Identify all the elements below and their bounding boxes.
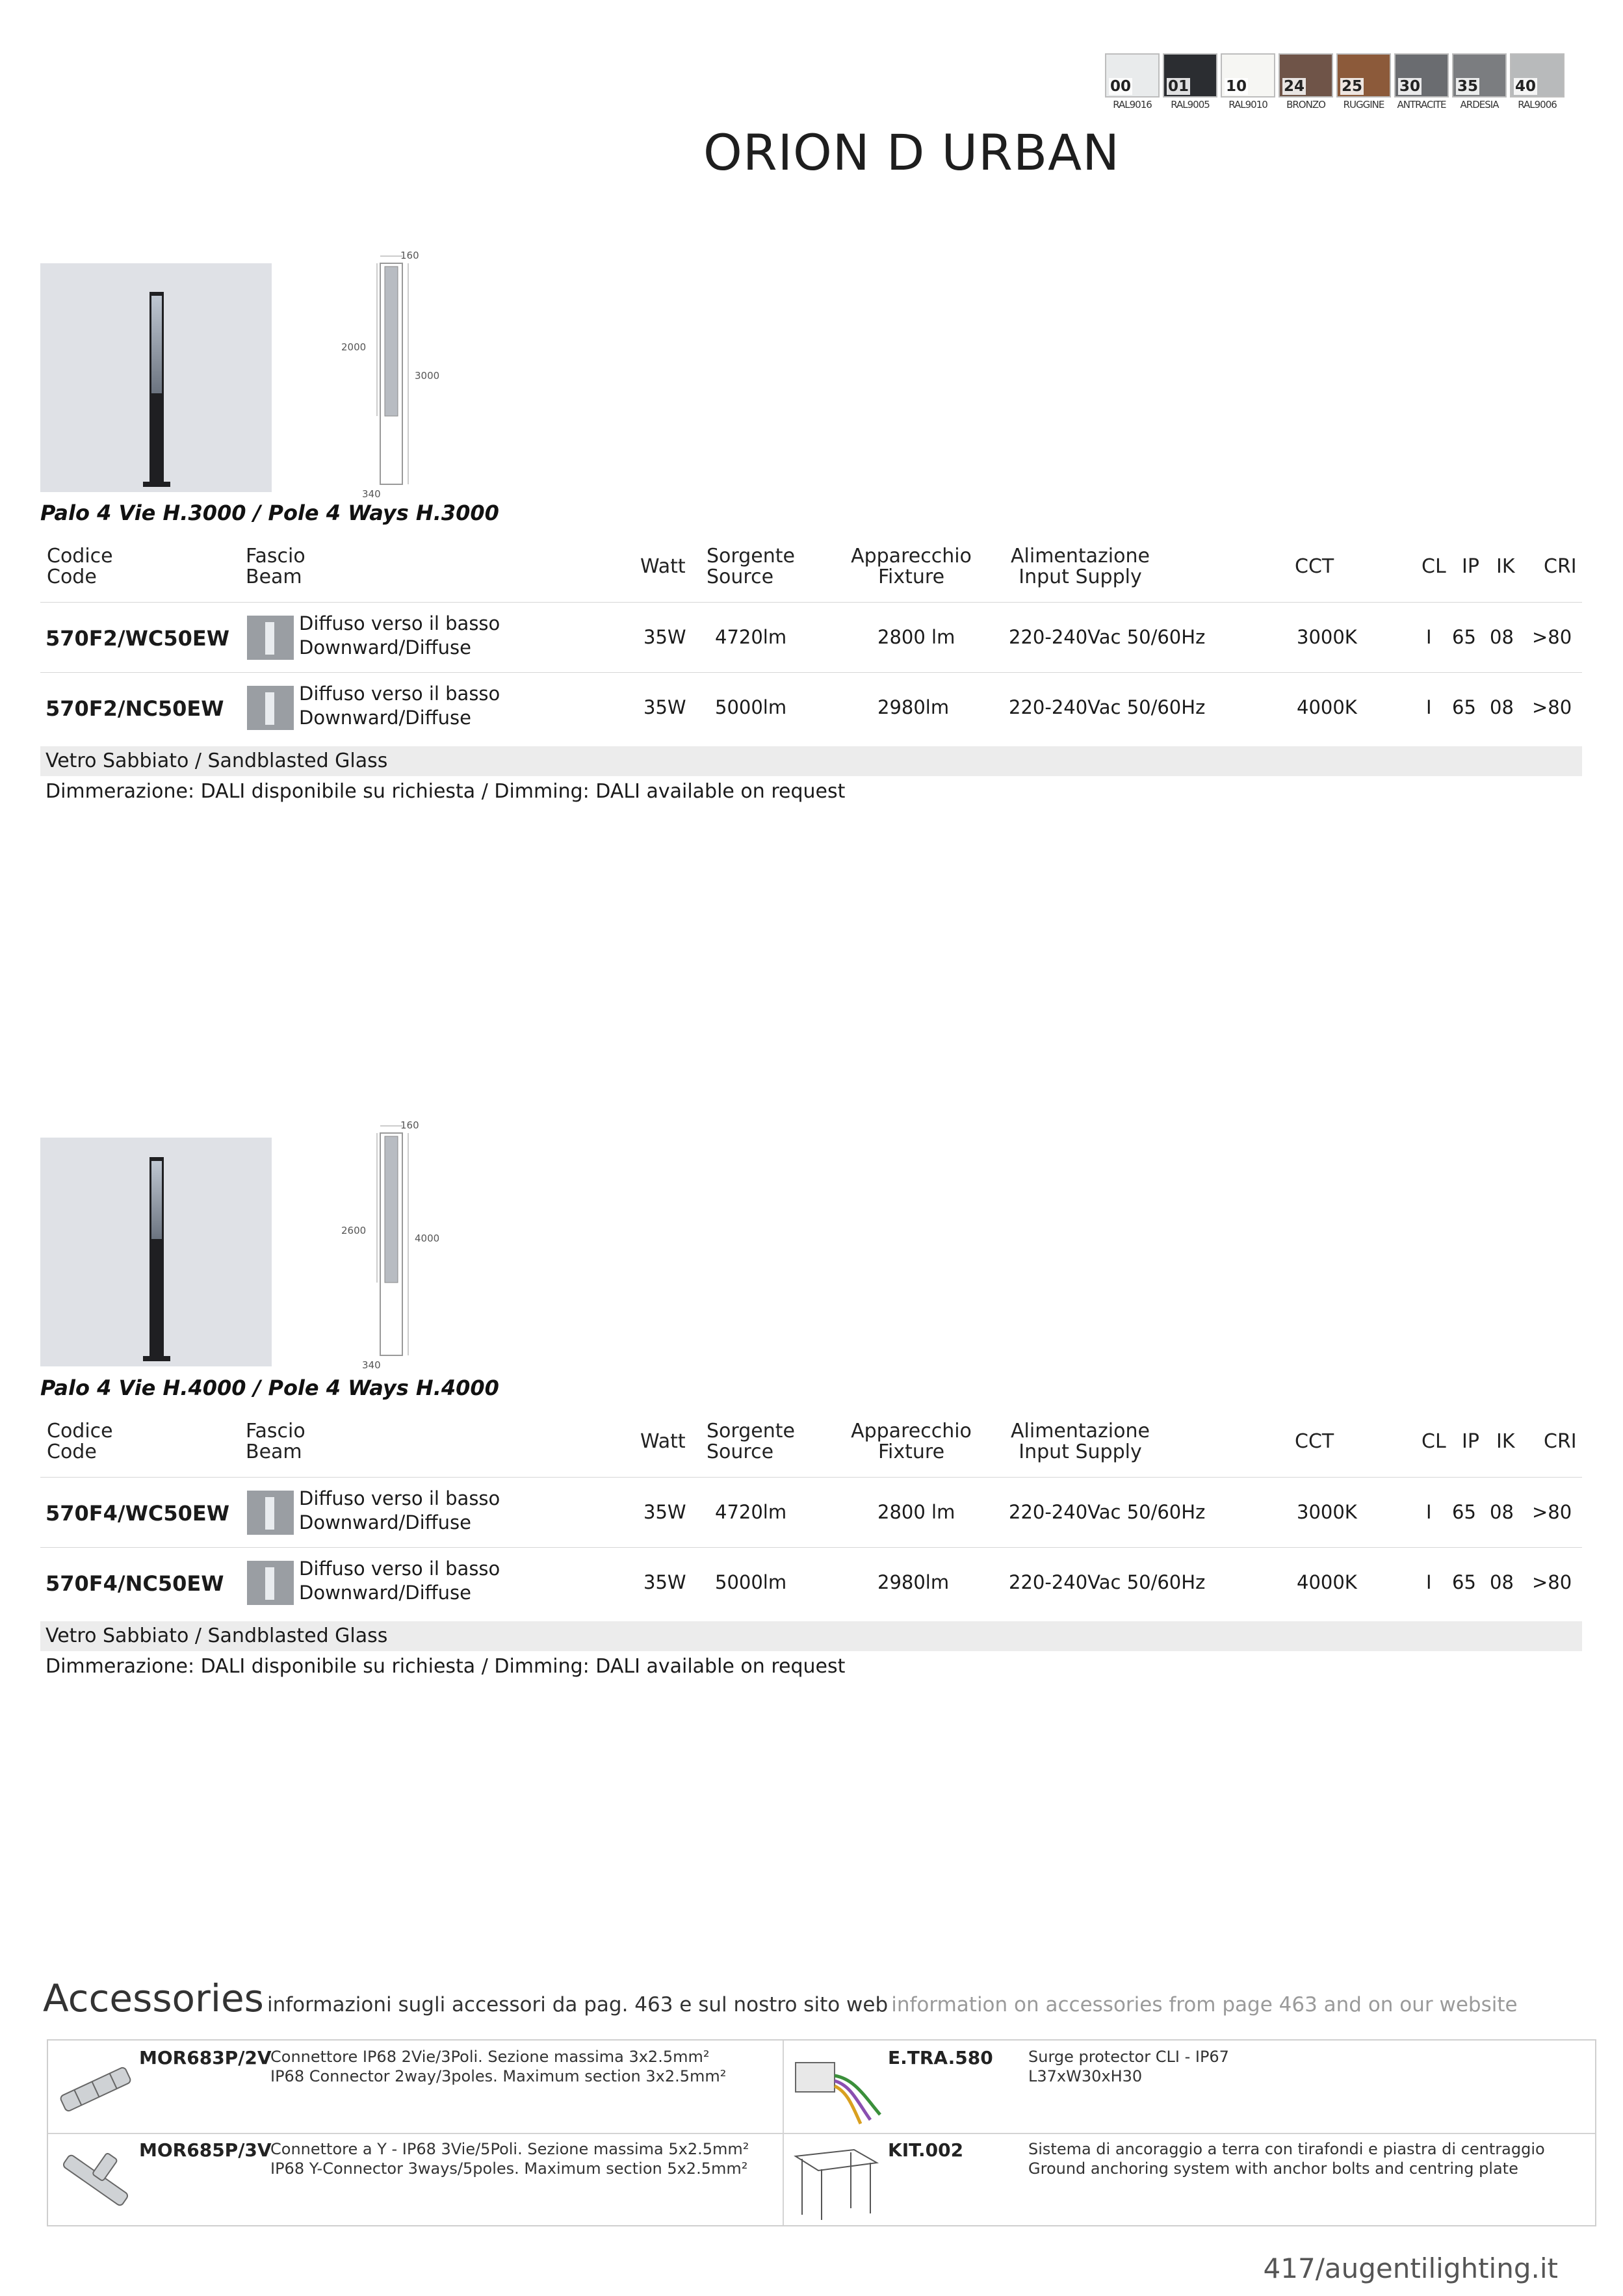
header-cct: CCT xyxy=(1295,555,1334,578)
beam-en: Downward/Diffuse xyxy=(299,1582,471,1604)
supply: 220-240Vac 50/60Hz xyxy=(1009,696,1206,718)
accessories-box xyxy=(47,2039,1596,2226)
swatch-number: 30 xyxy=(1399,78,1421,95)
swatch-label: RAL9006 xyxy=(1518,99,1557,111)
swatch-color xyxy=(1279,53,1333,98)
swatch-color xyxy=(1105,53,1160,98)
page-footer: 417/augentilighting.it xyxy=(1263,2252,1558,2284)
cct: 3000K xyxy=(1297,1501,1357,1523)
accessories-info-it: informazioni sugli accessori da pag. 463 e sul nostro sito web xyxy=(267,1993,889,2016)
accessory-desc-en: L37xW30xH30 xyxy=(1028,2067,1143,2085)
header-apparecchio: Apparecchio xyxy=(851,1420,972,1442)
cri: >80 xyxy=(1532,1571,1572,1593)
header-fixture: Fixture xyxy=(877,1441,945,1463)
table-row xyxy=(40,672,1582,742)
cl: I xyxy=(1426,1571,1432,1593)
accessory-code: E.TRA.580 xyxy=(888,2047,993,2068)
swatch-label: ARDESIA xyxy=(1460,99,1499,111)
swatch-label: ANTRACITE xyxy=(1397,99,1446,111)
accessory-code: MOR685P/3V xyxy=(139,2139,272,2161)
beam-it: Diffuso verso il basso xyxy=(299,1487,500,1509)
swatch xyxy=(1510,53,1565,111)
ip: 65 xyxy=(1452,696,1476,718)
section-title: Palo 4 Vie H.3000 / Pole 4 Ways H.3000 xyxy=(40,501,499,525)
swatch xyxy=(1163,53,1217,111)
header-cl: CL xyxy=(1422,555,1446,578)
ip: 65 xyxy=(1452,1501,1476,1523)
swatch-color xyxy=(1336,53,1391,98)
source: 5000lm xyxy=(715,1571,787,1593)
header-code: Code xyxy=(47,1441,97,1463)
accessory-desc-en: IP68 Connector 2way/3poles. Maximum section 3x2.5mm² xyxy=(270,2067,727,2085)
swatch-label: RAL9005 xyxy=(1171,99,1210,111)
product-code: 570F2/NC50EW xyxy=(45,696,224,721)
source: 4720lm xyxy=(715,1501,787,1523)
header-cl: CL xyxy=(1422,1430,1446,1453)
ip: 65 xyxy=(1452,1571,1476,1593)
beam-it: Diffuso verso il basso xyxy=(299,683,500,705)
technical-drawing xyxy=(331,247,461,501)
swatch xyxy=(1279,53,1333,111)
surge-protector-icon xyxy=(783,2050,887,2128)
source: 5000lm xyxy=(715,696,787,718)
accessory-desc-en: Ground anchoring system with anchor bolts and centring plate xyxy=(1028,2159,1518,2178)
header-ik: IK xyxy=(1496,1430,1515,1453)
y-connector-icon xyxy=(53,2145,138,2216)
cri: >80 xyxy=(1532,696,1572,718)
swatch-number: 35 xyxy=(1457,78,1479,95)
table-header xyxy=(40,546,1582,602)
swatch xyxy=(1394,53,1449,111)
accessory-desc-en: IP68 Y-Connector 3ways/5poles. Maximum section 5x2.5mm² xyxy=(270,2159,748,2178)
beam-it: Diffuso verso il basso xyxy=(299,1558,500,1580)
section-title: Palo 4 Vie H.4000 / Pole 4 Ways H.4000 xyxy=(40,1376,499,1400)
beam-icon xyxy=(247,686,294,730)
product-table xyxy=(40,1421,1582,1617)
dim-base: 340 xyxy=(362,1359,381,1371)
table-row xyxy=(40,602,1582,672)
page-title: ORION D URBAN xyxy=(703,124,1120,181)
swatch-label: BRONZO xyxy=(1286,99,1325,111)
accessories-title: Accessories xyxy=(43,1976,264,2020)
watt: 35W xyxy=(643,1571,686,1593)
fixture: 2800 lm xyxy=(877,1501,955,1523)
product-photo xyxy=(40,263,272,492)
dim-top: 160 xyxy=(400,1119,419,1131)
dim-height: 3000 xyxy=(415,370,440,382)
ik: 08 xyxy=(1490,1571,1514,1593)
dimming-note: Dimmerazione: DALI disponibile su richiesta / Dimming: DALI available on request xyxy=(45,780,846,803)
header-watt: Watt xyxy=(640,555,686,578)
header-ik: IK xyxy=(1496,555,1515,578)
cl: I xyxy=(1426,1501,1432,1523)
product-table xyxy=(40,546,1582,742)
header-cct: CCT xyxy=(1295,1430,1334,1453)
cct: 4000K xyxy=(1297,1571,1357,1593)
accessory-desc-it: Sistema di ancoraggio a terra con tirafondi e piastra di centraggio xyxy=(1028,2140,1545,2158)
header-fascio: Fascio xyxy=(246,545,305,567)
product-code: 570F4/WC50EW xyxy=(45,1501,230,1526)
dim-top: 160 xyxy=(400,250,419,261)
dim-height: 4000 xyxy=(415,1233,440,1244)
header-cri: CRI xyxy=(1544,1430,1577,1453)
glass-text: Vetro Sabbiato / Sandblasted Glass xyxy=(45,750,388,772)
dim-base: 340 xyxy=(362,488,381,500)
accessory-desc-it: Connettore a Y - IP68 3Vie/5Poli. Sezione massima 5x2.5mm² xyxy=(270,2140,749,2158)
ik: 08 xyxy=(1490,626,1514,648)
table-header xyxy=(40,1421,1582,1477)
swatch-color xyxy=(1221,53,1275,98)
accessory-desc-it: Surge protector CLI - IP67 xyxy=(1028,2048,1229,2066)
swatch-color xyxy=(1163,53,1217,98)
connector-icon xyxy=(53,2060,138,2119)
accessory-desc-it: Connettore IP68 2Vie/3Poli. Sezione massima 3x2.5mm² xyxy=(270,2048,710,2066)
ik: 08 xyxy=(1490,696,1514,718)
supply: 220-240Vac 50/60Hz xyxy=(1009,626,1206,648)
header-ip: IP xyxy=(1462,555,1479,578)
beam-en: Downward/Diffuse xyxy=(299,636,471,659)
swatch xyxy=(1452,53,1507,111)
header-watt: Watt xyxy=(640,1430,686,1453)
header-alimentazione: Alimentazione xyxy=(1011,1420,1150,1442)
swatch-color xyxy=(1452,53,1507,98)
fixture: 2800 lm xyxy=(877,626,955,648)
beam-en: Downward/Diffuse xyxy=(299,1511,471,1533)
dim-mid: 2600 xyxy=(341,1225,367,1236)
source: 4720lm xyxy=(715,626,787,648)
header-apparecchio: Apparecchio xyxy=(851,545,972,567)
beam-icon xyxy=(247,1491,294,1535)
header-fixture: Fixture xyxy=(877,566,945,588)
swatch-number: 24 xyxy=(1284,78,1305,95)
swatch xyxy=(1105,53,1160,111)
glass-text: Vetro Sabbiato / Sandblasted Glass xyxy=(45,1624,388,1647)
header-cri: CRI xyxy=(1544,555,1577,578)
accessories-heading xyxy=(43,1976,1518,2020)
ip: 65 xyxy=(1452,626,1476,648)
accessory-code: KIT.002 xyxy=(888,2139,964,2161)
cct: 4000K xyxy=(1297,696,1357,718)
product-code: 570F4/NC50EW xyxy=(45,1571,224,1596)
product-code: 570F2/WC50EW xyxy=(45,626,230,651)
beam-en: Downward/Diffuse xyxy=(299,707,471,729)
dim-mid: 2000 xyxy=(341,341,367,353)
swatch-label: RAL9010 xyxy=(1228,99,1267,111)
swatch-number: 10 xyxy=(1226,78,1247,95)
swatch-label: RAL9016 xyxy=(1113,99,1152,111)
swatch-number: 40 xyxy=(1515,78,1537,95)
swatch-color xyxy=(1394,53,1449,98)
beam-it: Diffuso verso il basso xyxy=(299,612,500,634)
product-photo xyxy=(40,1138,272,1366)
swatch-label: RUGGINE xyxy=(1343,99,1384,111)
dimming-note: Dimmerazione: DALI disponibile su richiesta / Dimming: DALI available on request xyxy=(45,1655,846,1678)
header-input: Input Supply xyxy=(1019,1441,1142,1463)
header-ip: IP xyxy=(1462,1430,1479,1453)
cri: >80 xyxy=(1532,1501,1572,1523)
supply: 220-240Vac 50/60Hz xyxy=(1009,1501,1206,1523)
cl: I xyxy=(1426,696,1432,718)
header-alimentazione: Alimentazione xyxy=(1011,545,1150,567)
header-beam: Beam xyxy=(246,566,302,588)
beam-icon xyxy=(247,616,294,660)
header-source: Source xyxy=(707,1441,774,1463)
header-fascio: Fascio xyxy=(246,1420,305,1442)
header-beam: Beam xyxy=(246,1441,302,1463)
header-code: Code xyxy=(47,566,97,588)
header-sorgente: Sorgente xyxy=(707,1420,795,1442)
glass-note xyxy=(40,1621,1582,1651)
fixture: 2980lm xyxy=(877,696,950,718)
header-codice: Codice xyxy=(47,545,113,567)
swatch xyxy=(1336,53,1391,111)
glass-note xyxy=(40,746,1582,776)
accessory-code: MOR683P/2V xyxy=(139,2047,272,2068)
table-row xyxy=(40,1477,1582,1547)
header-input: Input Supply xyxy=(1019,566,1142,588)
technical-drawing xyxy=(331,1117,461,1372)
header-source: Source xyxy=(707,566,774,588)
header-sorgente: Sorgente xyxy=(707,545,795,567)
swatch-number: 01 xyxy=(1168,78,1189,95)
ik: 08 xyxy=(1490,1501,1514,1523)
cct: 3000K xyxy=(1297,626,1357,648)
header-codice: Codice xyxy=(47,1420,113,1442)
cl: I xyxy=(1426,626,1432,648)
swatch-color xyxy=(1510,53,1565,98)
supply: 220-240Vac 50/60Hz xyxy=(1009,1571,1206,1593)
swatch-number: 00 xyxy=(1110,78,1132,95)
swatch-number: 25 xyxy=(1342,78,1363,95)
anchoring-kit-icon xyxy=(783,2137,887,2224)
accessories-info-en: information on accessories from page 463 and on our website xyxy=(891,1993,1518,2016)
watt: 35W xyxy=(643,626,686,648)
swatch xyxy=(1221,53,1275,111)
watt: 35W xyxy=(643,696,686,718)
watt: 35W xyxy=(643,1501,686,1523)
beam-icon xyxy=(247,1561,294,1605)
color-swatches xyxy=(1105,53,1568,111)
cri: >80 xyxy=(1532,626,1572,648)
fixture: 2980lm xyxy=(877,1571,950,1593)
table-row xyxy=(40,1547,1582,1617)
